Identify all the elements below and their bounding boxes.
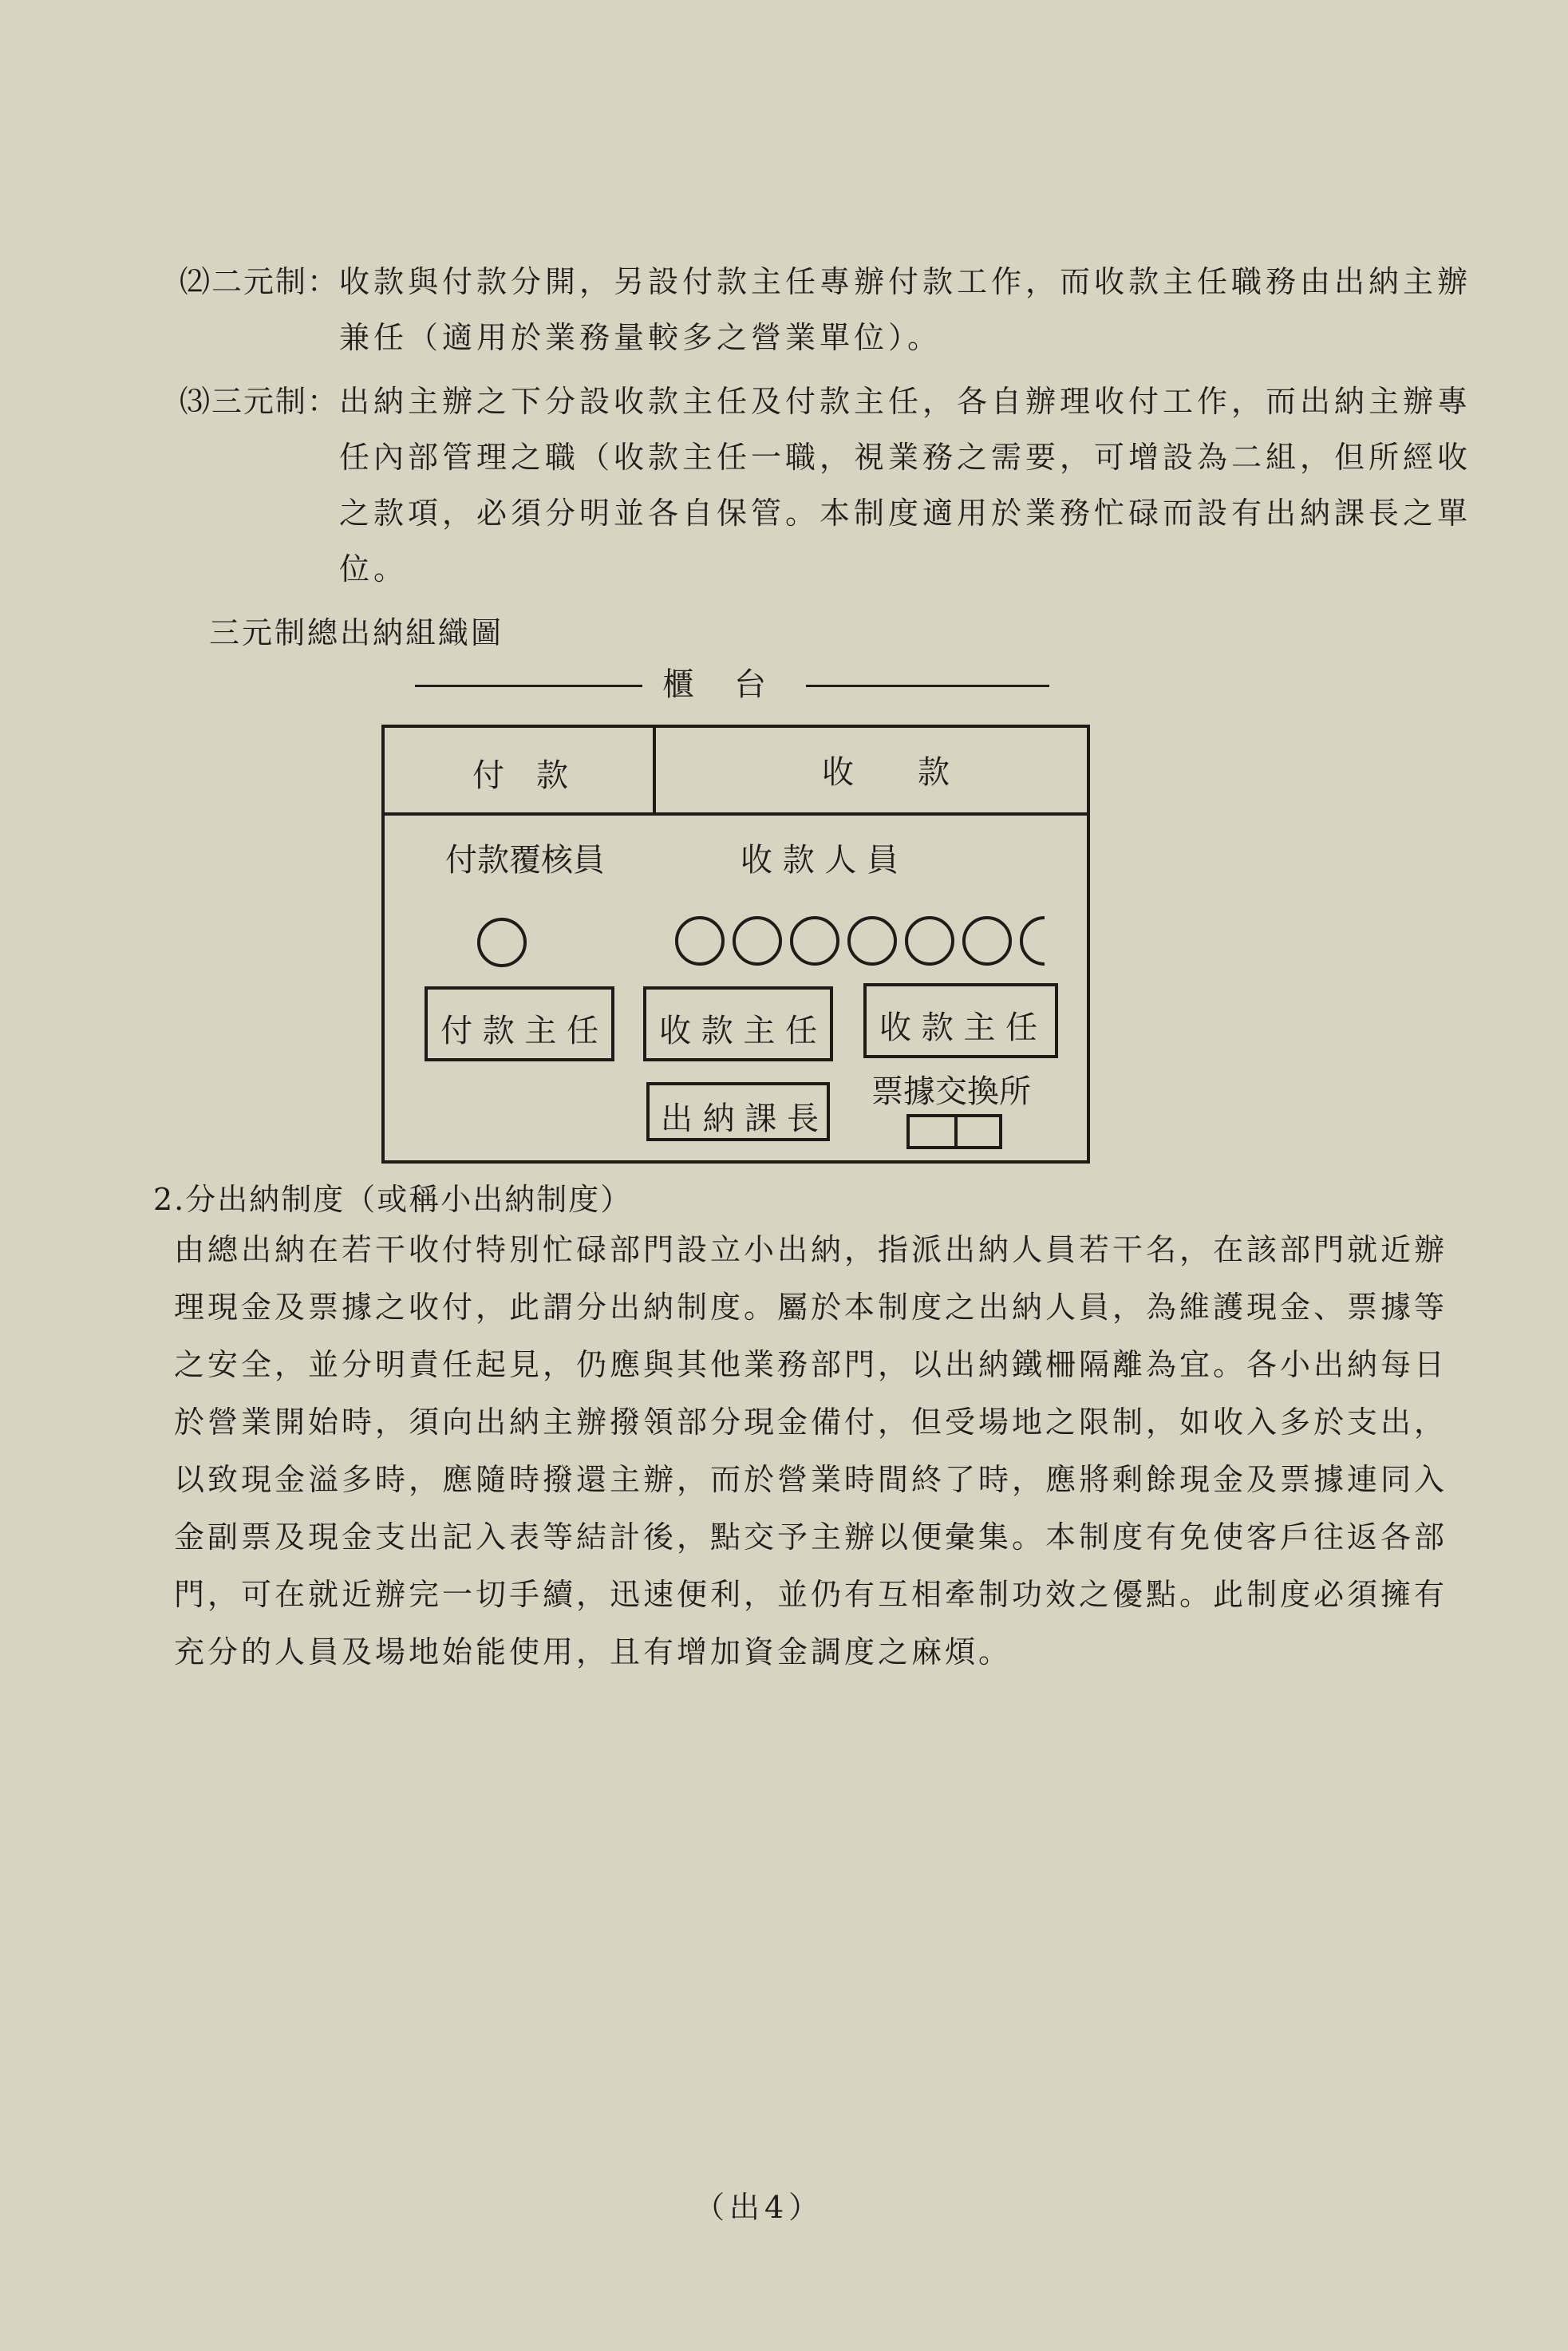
paragraph-line: 理現金及票據之收付，此謂分出納制度。屬於本制度之出納人員，為維護現金、票據等 xyxy=(174,1290,1448,1325)
item-number: ⑶三元制： xyxy=(180,384,340,419)
item-line: 出納主辦之下分設收款主任及付款主任，各自辦理收付工作，而出納主辦專 xyxy=(339,384,1472,419)
payment-reviewer-circle xyxy=(477,918,527,967)
window-divider-horizontal xyxy=(381,812,1090,816)
list-item-binary-system xyxy=(180,254,1472,365)
paragraph-line: 門，可在就近辦完一切手續，迅速便利，並仍有互相牽制功效之優點。此制度必須擁有 xyxy=(174,1577,1448,1612)
receipt-supervisor-label-2: 收 款 主 任 xyxy=(879,1010,1038,1046)
clearing-house-box xyxy=(906,1114,1002,1149)
receipt-staff-circle xyxy=(675,916,725,966)
item-number: ⑵二元制： xyxy=(180,264,340,299)
receipt-staff-circle xyxy=(905,916,954,966)
paragraph-line: 金副票及現金支出記入表等結計後，點交予主辦以便彙集。本制度有免使客戶往返各部 xyxy=(174,1519,1448,1555)
counter-line-right xyxy=(806,685,1049,687)
receipt-supervisor-label: 收 款 主 任 xyxy=(659,1013,818,1049)
item-body xyxy=(339,254,1472,365)
paragraph-line: 於營業開始時，須向出納主辦撥領部分現金備付，但受場地之限制，如收入多於支出， xyxy=(174,1405,1448,1440)
section-paragraph xyxy=(174,1221,1448,1681)
paragraph-line: 之安全，並分明責任起見，仍應與其他業務部門，以出納鐵柵隔離為宜。各小出納每日 xyxy=(174,1347,1448,1382)
payment-reviewer-label: 付款覆核員 xyxy=(445,842,605,879)
receipt-staff-label: 收 款 人 員 xyxy=(741,842,899,879)
section-heading: 2.分出納制度（或稱小出納制度） xyxy=(153,1182,633,1217)
item-line: 之款項，必須分明並各自保管。本制度適用於業務忙碌而設有出納課長之單 xyxy=(339,496,1472,531)
receipt-staff-circle xyxy=(790,916,839,966)
receipt-staff-circle xyxy=(847,916,897,966)
counter-line-left xyxy=(415,685,642,687)
clearing-house-divider xyxy=(954,1117,958,1146)
cashier-chief-label: 出 納 課 長 xyxy=(661,1100,820,1137)
cashier-chief-box xyxy=(646,1082,830,1141)
paragraph-line: 以致現金溢多時，應隨時撥還主辦，而於營業時間終了時，應將剩餘現金及票據連同入 xyxy=(174,1462,1448,1497)
receipt-staff-circle xyxy=(962,916,1012,966)
page-number: （出4） xyxy=(694,2190,824,2225)
receipt-staff-partial-circle xyxy=(1020,916,1045,966)
item-line: 兼任（適用於業務量較多之營業單位）。 xyxy=(339,320,942,355)
receipt-window-label: 收 款 xyxy=(822,754,950,791)
item-line: 任內部管理之職（收款主任一職，視業務之需要，可增設為二組，但所經收 xyxy=(339,440,1472,475)
paragraph-line: 由總出納在若干收付特別忙碌部門設立小出納，指派出納人員若干名，在該部門就近辦 xyxy=(174,1232,1448,1267)
clearing-house-label: 票據交換所 xyxy=(871,1073,1031,1110)
payment-supervisor-label: 付 款 主 任 xyxy=(440,1013,599,1049)
list-item-ternary-system xyxy=(180,373,1472,597)
counter-label: 櫃台 xyxy=(662,666,806,703)
item-line: 收款與付款分開，另設付款主任專辦付款工作，而收款主任職務由出納主辦 xyxy=(339,264,1472,299)
diagram-title: 三元制總出納組織圖 xyxy=(209,615,504,650)
payment-window-label: 付 款 xyxy=(472,757,568,794)
payment-supervisor-box xyxy=(425,986,614,1061)
receipt-supervisor-box xyxy=(643,986,833,1061)
receipt-supervisor-box-2 xyxy=(863,983,1058,1058)
receipt-staff-circle xyxy=(733,916,782,966)
paragraph-line: 充分的人員及場地始能使用，且有增加資金調度之麻煩。 xyxy=(174,1634,1013,1669)
item-line: 位。 xyxy=(339,551,409,587)
window-divider-vertical xyxy=(653,725,656,814)
item-body xyxy=(339,373,1472,597)
